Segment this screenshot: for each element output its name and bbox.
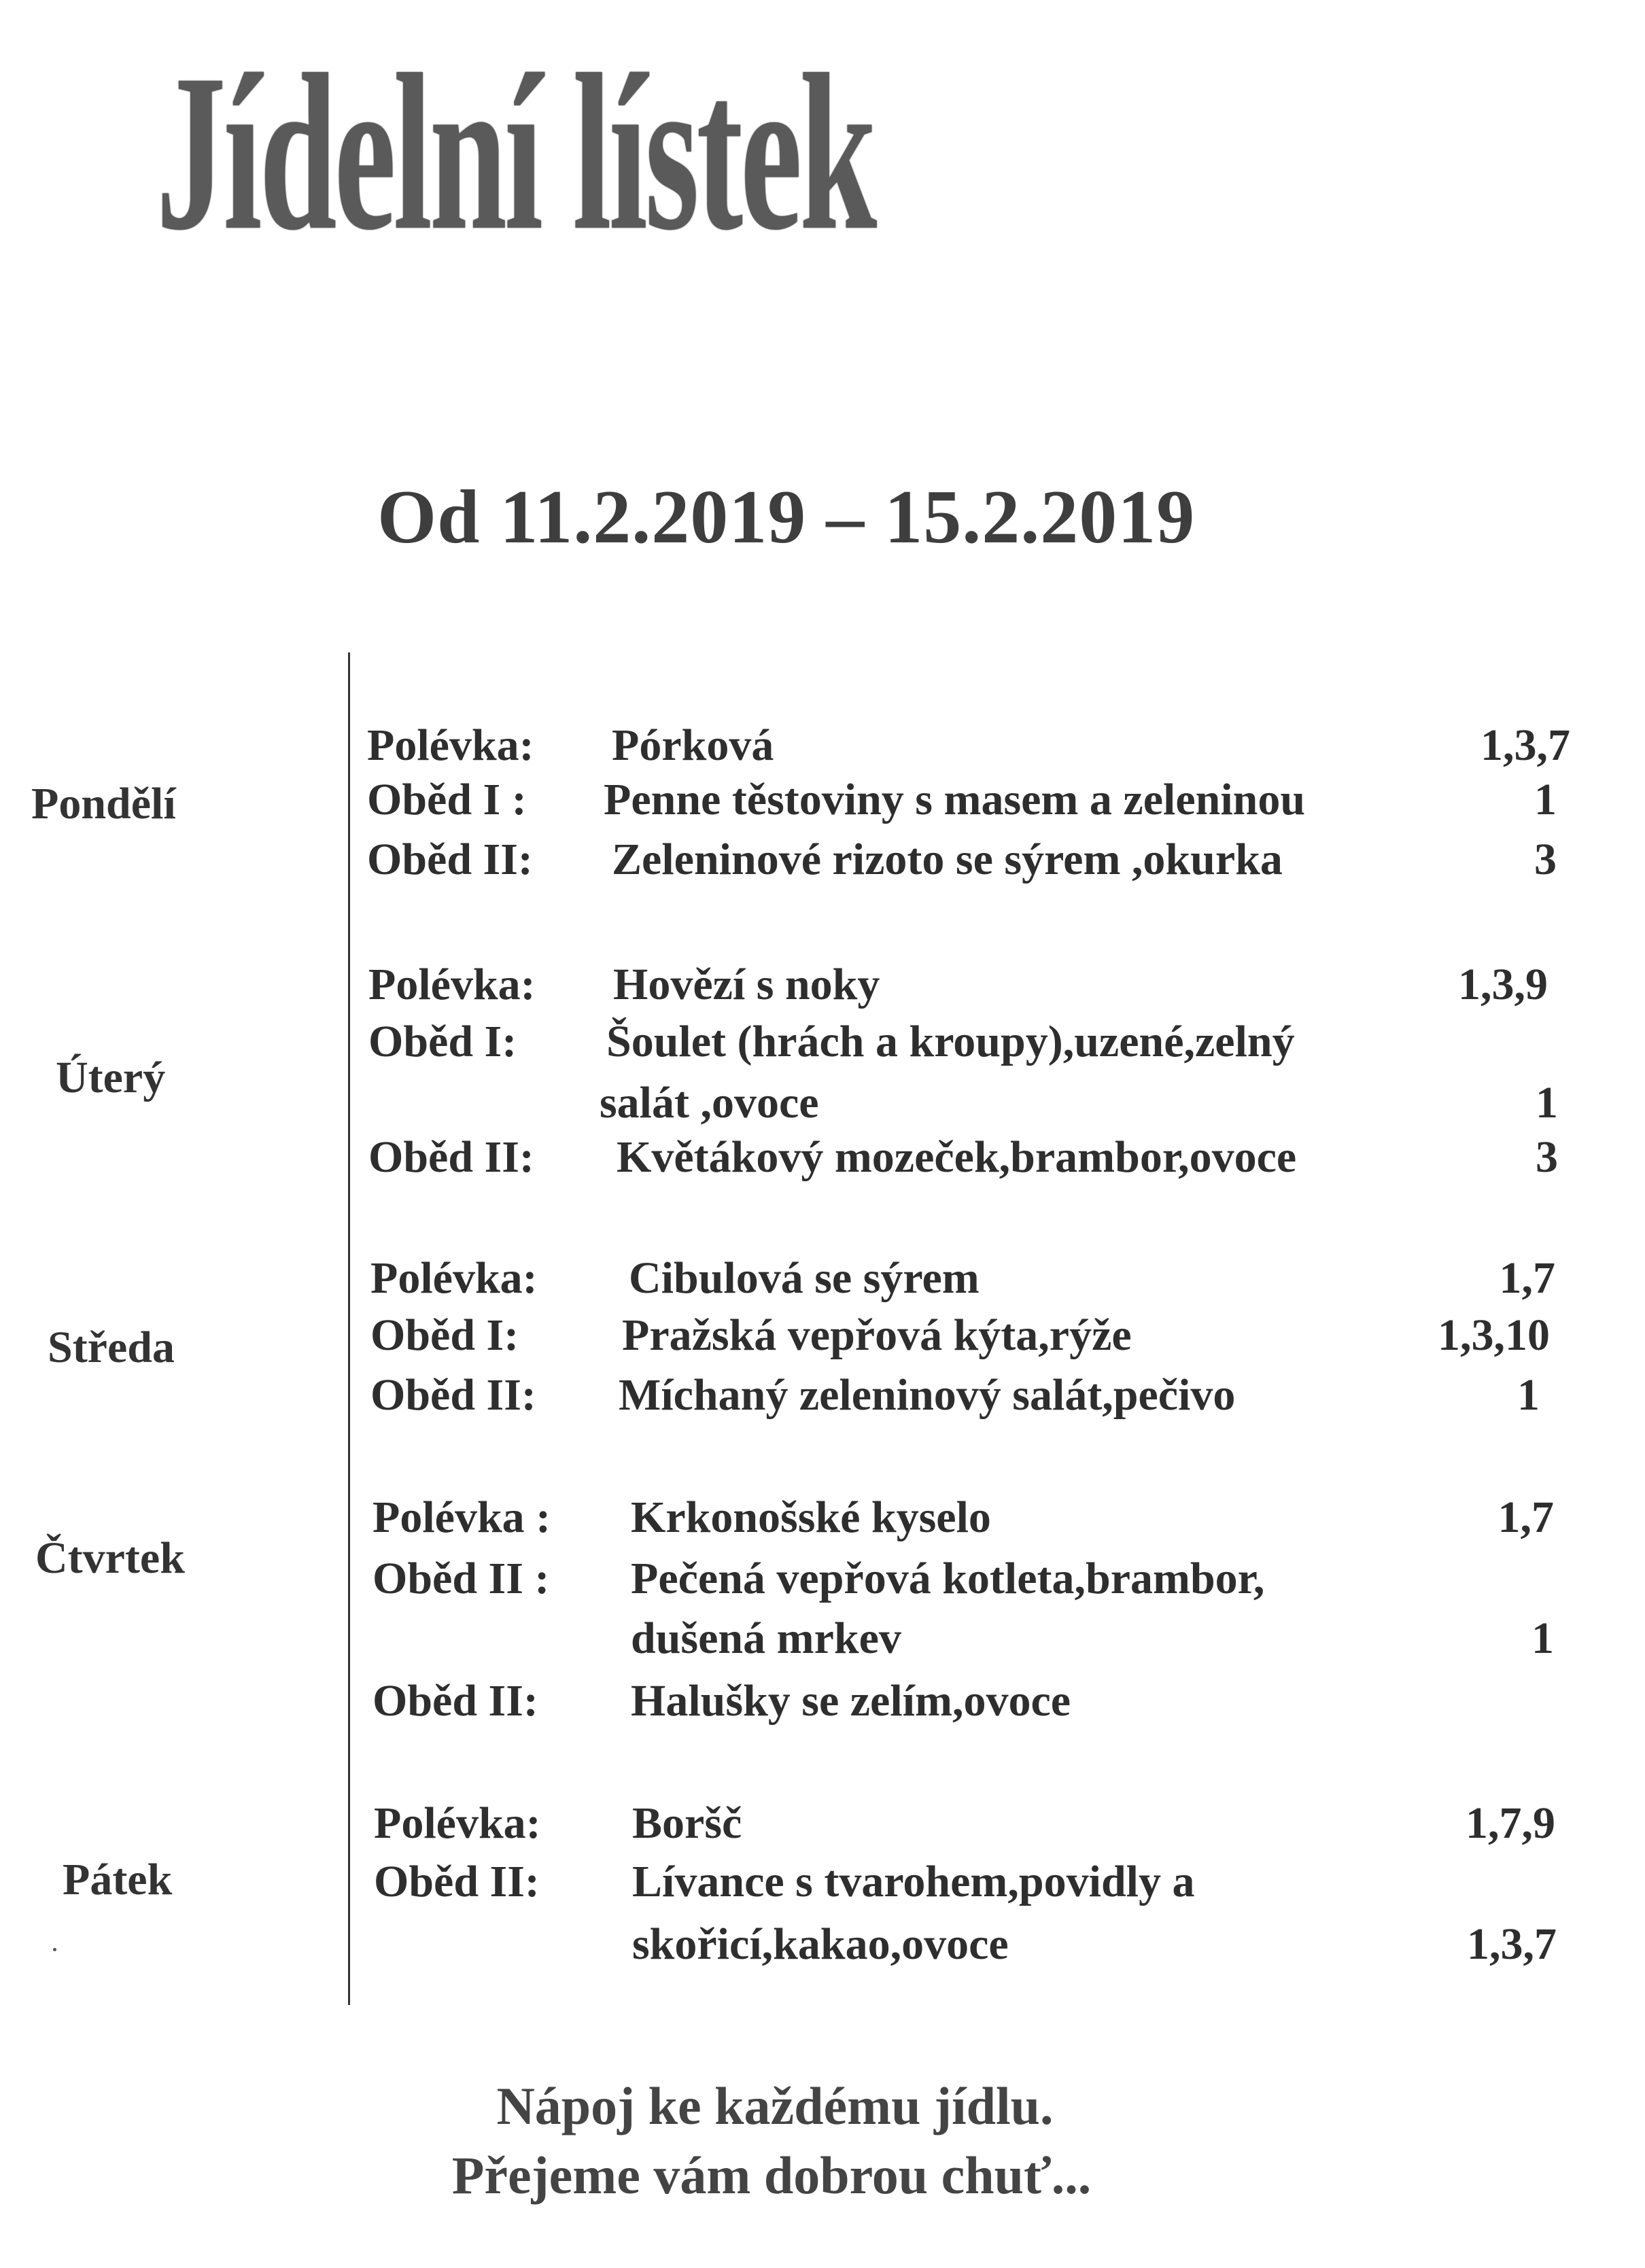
dish-name: Pečená vepřová kotleta,brambor, (631, 1554, 1265, 1603)
menu-row (368, 1019, 1548, 1067)
menu-row (374, 1919, 1557, 1970)
dish-name: skořicí,kakao,ovoce (632, 1919, 1009, 1969)
dish-name: Šoulet (hrách a kroupy),uzené,zelný (606, 1017, 1295, 1066)
course-label: Polévka: (368, 960, 536, 1009)
dish-name: Halušky se zelím,ovoce (631, 1676, 1071, 1726)
dish-name: Zeleninové rizoto se sýrem ,okurka (612, 835, 1283, 884)
dish-name: dušená mrkev (631, 1613, 901, 1663)
dish-name: Penne těstoviny s masem a zeleninou (604, 775, 1306, 824)
menu-row (368, 1132, 1558, 1183)
menu-row (368, 962, 1548, 1010)
dish-name: Krkonošské kyselo (631, 1493, 991, 1542)
scan-speck (53, 1948, 56, 1951)
day-label-friday: Pátek (63, 1855, 173, 1904)
allergen-codes: 3 (1534, 835, 1557, 884)
footer-line-drinks: Nápoj ke každému jídlu. (496, 2076, 1054, 2135)
course-label: Polévka: (367, 720, 534, 770)
menu-row (374, 1798, 1555, 1849)
dish-name: Cibulová se sýrem (629, 1253, 980, 1303)
course-label: Oběd I: (370, 1310, 519, 1360)
allergen-codes: 1,7,9 (1466, 1798, 1555, 1848)
menu-row (374, 1857, 1555, 1907)
allergen-codes: 3 (1536, 1132, 1558, 1182)
menu-title: Jídelní lístek (156, 29, 875, 277)
allergen-codes: 1 (1517, 1370, 1540, 1420)
menu-row (373, 1556, 1554, 1604)
menu-row (373, 1495, 1554, 1543)
menu-row (370, 1310, 1550, 1361)
course-label: Oběd I: (368, 1017, 517, 1066)
day-label-wednesday: Středa (48, 1323, 175, 1372)
menu-row (370, 1370, 1540, 1420)
course-label: Polévka: (374, 1798, 541, 1848)
allergen-codes: 1,3,10 (1438, 1310, 1550, 1360)
menu-row (367, 837, 1557, 885)
course-label: Oběd II : (373, 1554, 550, 1603)
footer-line-greeting: Přejeme vám dobrou chuť... (451, 2146, 1092, 2205)
menu-row (373, 1613, 1554, 1664)
course-label: Polévka : (373, 1493, 551, 1542)
dish-name: salát ,ovoce (600, 1078, 819, 1128)
day-label-thursday: Čtvrtek (35, 1533, 185, 1583)
menu-row (370, 1253, 1555, 1304)
menu-row (373, 1676, 1554, 1726)
vertical-divider (348, 652, 350, 2005)
dish-name: Pórková (612, 720, 774, 770)
menu-row (368, 1078, 1558, 1128)
allergen-codes: 1,3,7 (1467, 1919, 1557, 1969)
allergen-codes: 1,3,7 (1480, 720, 1570, 770)
course-label: Oběd I : (367, 775, 527, 824)
course-label: Oběd II: (367, 835, 533, 884)
dish-name: Pražská vepřová kýta,rýže (622, 1310, 1132, 1360)
allergen-codes: 1,7 (1497, 1493, 1554, 1542)
allergen-codes: 1 (1534, 775, 1557, 824)
day-label-monday: Pondělí (31, 779, 176, 828)
allergen-codes: 1 (1536, 1078, 1558, 1128)
course-label: Oběd II: (374, 1857, 540, 1906)
allergen-codes: 1 (1531, 1613, 1554, 1663)
course-label: Oběd II: (370, 1370, 536, 1420)
date-range: Od 11.2.2019 – 15.2.2019 (377, 475, 1196, 559)
course-label: Oběd II: (373, 1676, 538, 1726)
course-label: Oběd II: (368, 1132, 534, 1182)
dish-name: Lívance s tvarohem,povidly a (632, 1857, 1195, 1906)
course-label: Polévka: (370, 1253, 538, 1303)
dish-name: Květákový mozeček,brambor,ovoce (617, 1132, 1297, 1182)
menu-row (367, 775, 1557, 825)
menu-row (367, 720, 1570, 771)
dish-name: Míchaný zeleninový salát,pečivo (619, 1370, 1236, 1420)
day-label-tuesday: Úterý (56, 1053, 166, 1102)
allergen-codes: 1,7 (1499, 1253, 1555, 1303)
dish-name: Hovězí s noky (613, 960, 880, 1009)
dish-name: Boršč (632, 1798, 742, 1848)
allergen-codes: 1,3,9 (1458, 960, 1548, 1009)
